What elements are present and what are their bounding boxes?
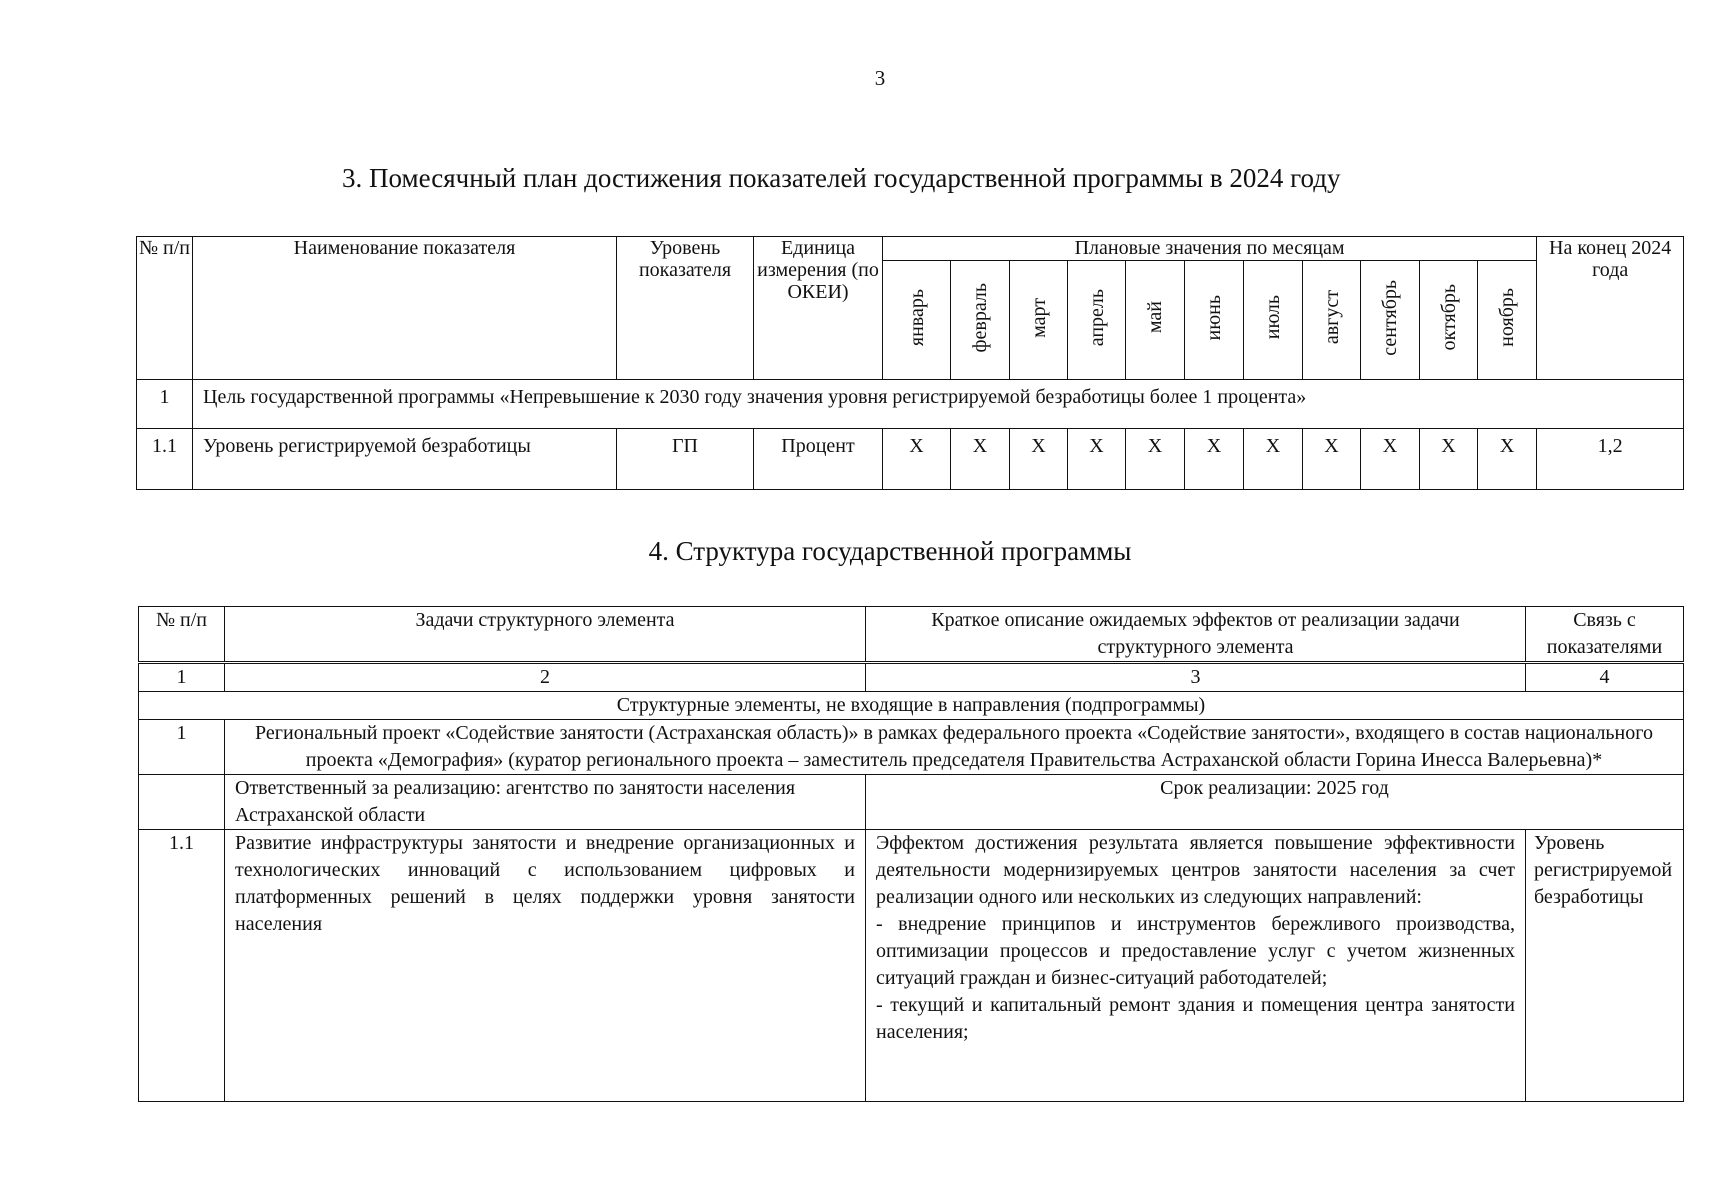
month-value: X: [1303, 429, 1361, 490]
month-header: июль: [1244, 261, 1303, 380]
responsible: Ответственный за реализацию: агентство по занятости населения Астраханской области: [225, 775, 866, 830]
empty-cell: [139, 775, 225, 830]
month-header: январь: [883, 261, 951, 380]
month-value: X: [1478, 429, 1537, 490]
column-number: 4: [1526, 663, 1684, 692]
month-header: сентябрь: [1361, 261, 1420, 380]
project-num: 1: [139, 720, 225, 775]
month-value: X: [1068, 429, 1126, 490]
header-num: № п/п: [139, 607, 225, 663]
month-value: X: [1010, 429, 1068, 490]
month-header: июнь: [1185, 261, 1244, 380]
month-value: X: [1126, 429, 1185, 490]
month-value: X: [951, 429, 1010, 490]
column-number: 3: [866, 663, 1526, 692]
monthly-plan-table: [136, 236, 1684, 490]
task-link: Уровень регистрируемой безработицы: [1526, 830, 1684, 1102]
month-header: август: [1303, 261, 1361, 380]
header-effects: Краткое описание ожидаемых эффектов от реализации задачи структурного элемента: [866, 607, 1526, 663]
indicator-level: ГП: [617, 429, 754, 490]
page-number: 3: [874, 66, 886, 90]
effect-item: - внедрение принципов и инструментов бережливого производства, оптимизации процессов и предоставление услуг с учетом жизненных ситуаций граждан и бизнес-ситуаций работодателей;: [876, 913, 1515, 989]
header-level: Уровень показателя: [617, 237, 754, 380]
month-header: апрель: [1068, 261, 1126, 380]
month-header: февраль: [951, 261, 1010, 380]
month-header: май: [1126, 261, 1185, 380]
month-value: X: [1361, 429, 1420, 490]
month-value: X: [1420, 429, 1478, 490]
year-end-value: 1,2: [1537, 429, 1684, 490]
goal-num: 1: [137, 380, 193, 429]
header-planned-values: Плановые значения по месяцам: [883, 237, 1537, 261]
indicator-unit: Процент: [754, 429, 883, 490]
indicator-name: Уровень регистрируемой безработицы: [193, 429, 617, 490]
header-link: Связь с показателями: [1526, 607, 1684, 663]
effect-intro: Эффектом достижения результата является повышение эффективности деятельности модернизируемых центров занятости населения за счет реализации одного или нескольких из следующих направлений:: [876, 832, 1515, 908]
month-value: X: [1185, 429, 1244, 490]
header-tasks: Задачи структурного элемента: [225, 607, 866, 663]
task-effects: [866, 830, 1526, 1102]
month-value: X: [1244, 429, 1303, 490]
group-title: Структурные элементы, не входящие в направления (подпрограммы): [139, 692, 1684, 720]
month-header: март: [1010, 261, 1068, 380]
column-number: 1: [139, 663, 225, 692]
section4-title: 4. Структура государственной программы: [648, 536, 1132, 566]
effect-item: - текущий и капитальный ремонт здания и помещения центра занятости населения;: [876, 994, 1515, 1043]
header-indicator-name: Наименование показателя: [193, 237, 617, 380]
month-value: X: [883, 429, 951, 490]
header-num: № п/п: [137, 237, 193, 380]
month-header: ноябрь: [1478, 261, 1537, 380]
project-text: Региональный проект «Содействие занятости (Астраханская область)» в рамках федерального проекта «Содействие занятости», входящего в состав национального проекта «Демография» (куратор регионального проекта – заместитель председателя Правительства Астраханской области Горина Инесса Валерьевна)*: [225, 720, 1684, 775]
section3-title: 3. Помесячный план достижения показателей государственной программы в 2024 году: [342, 163, 1341, 193]
column-number: 2: [225, 663, 866, 692]
term: Срок реализации: 2025 год: [866, 775, 1684, 830]
structure-table: [138, 606, 1684, 1102]
task-text: Развитие инфраструктуры занятости и внедрение организационных и технологических инноваций с использованием цифровых и платформенных решений в целях поддержки уровня занятости населения: [225, 830, 866, 1102]
header-unit: Единица измерения (по ОКЕИ): [754, 237, 883, 380]
goal-text: Цель государственной программы «Непревышение к 2030 году значения уровня регистрируемой безработицы более 1 процента»: [193, 380, 1684, 429]
header-year-end: На конец 2024 года: [1537, 237, 1684, 380]
task-num: 1.1: [139, 830, 225, 1102]
indicator-num: 1.1: [137, 429, 193, 490]
month-header: октябрь: [1420, 261, 1478, 380]
